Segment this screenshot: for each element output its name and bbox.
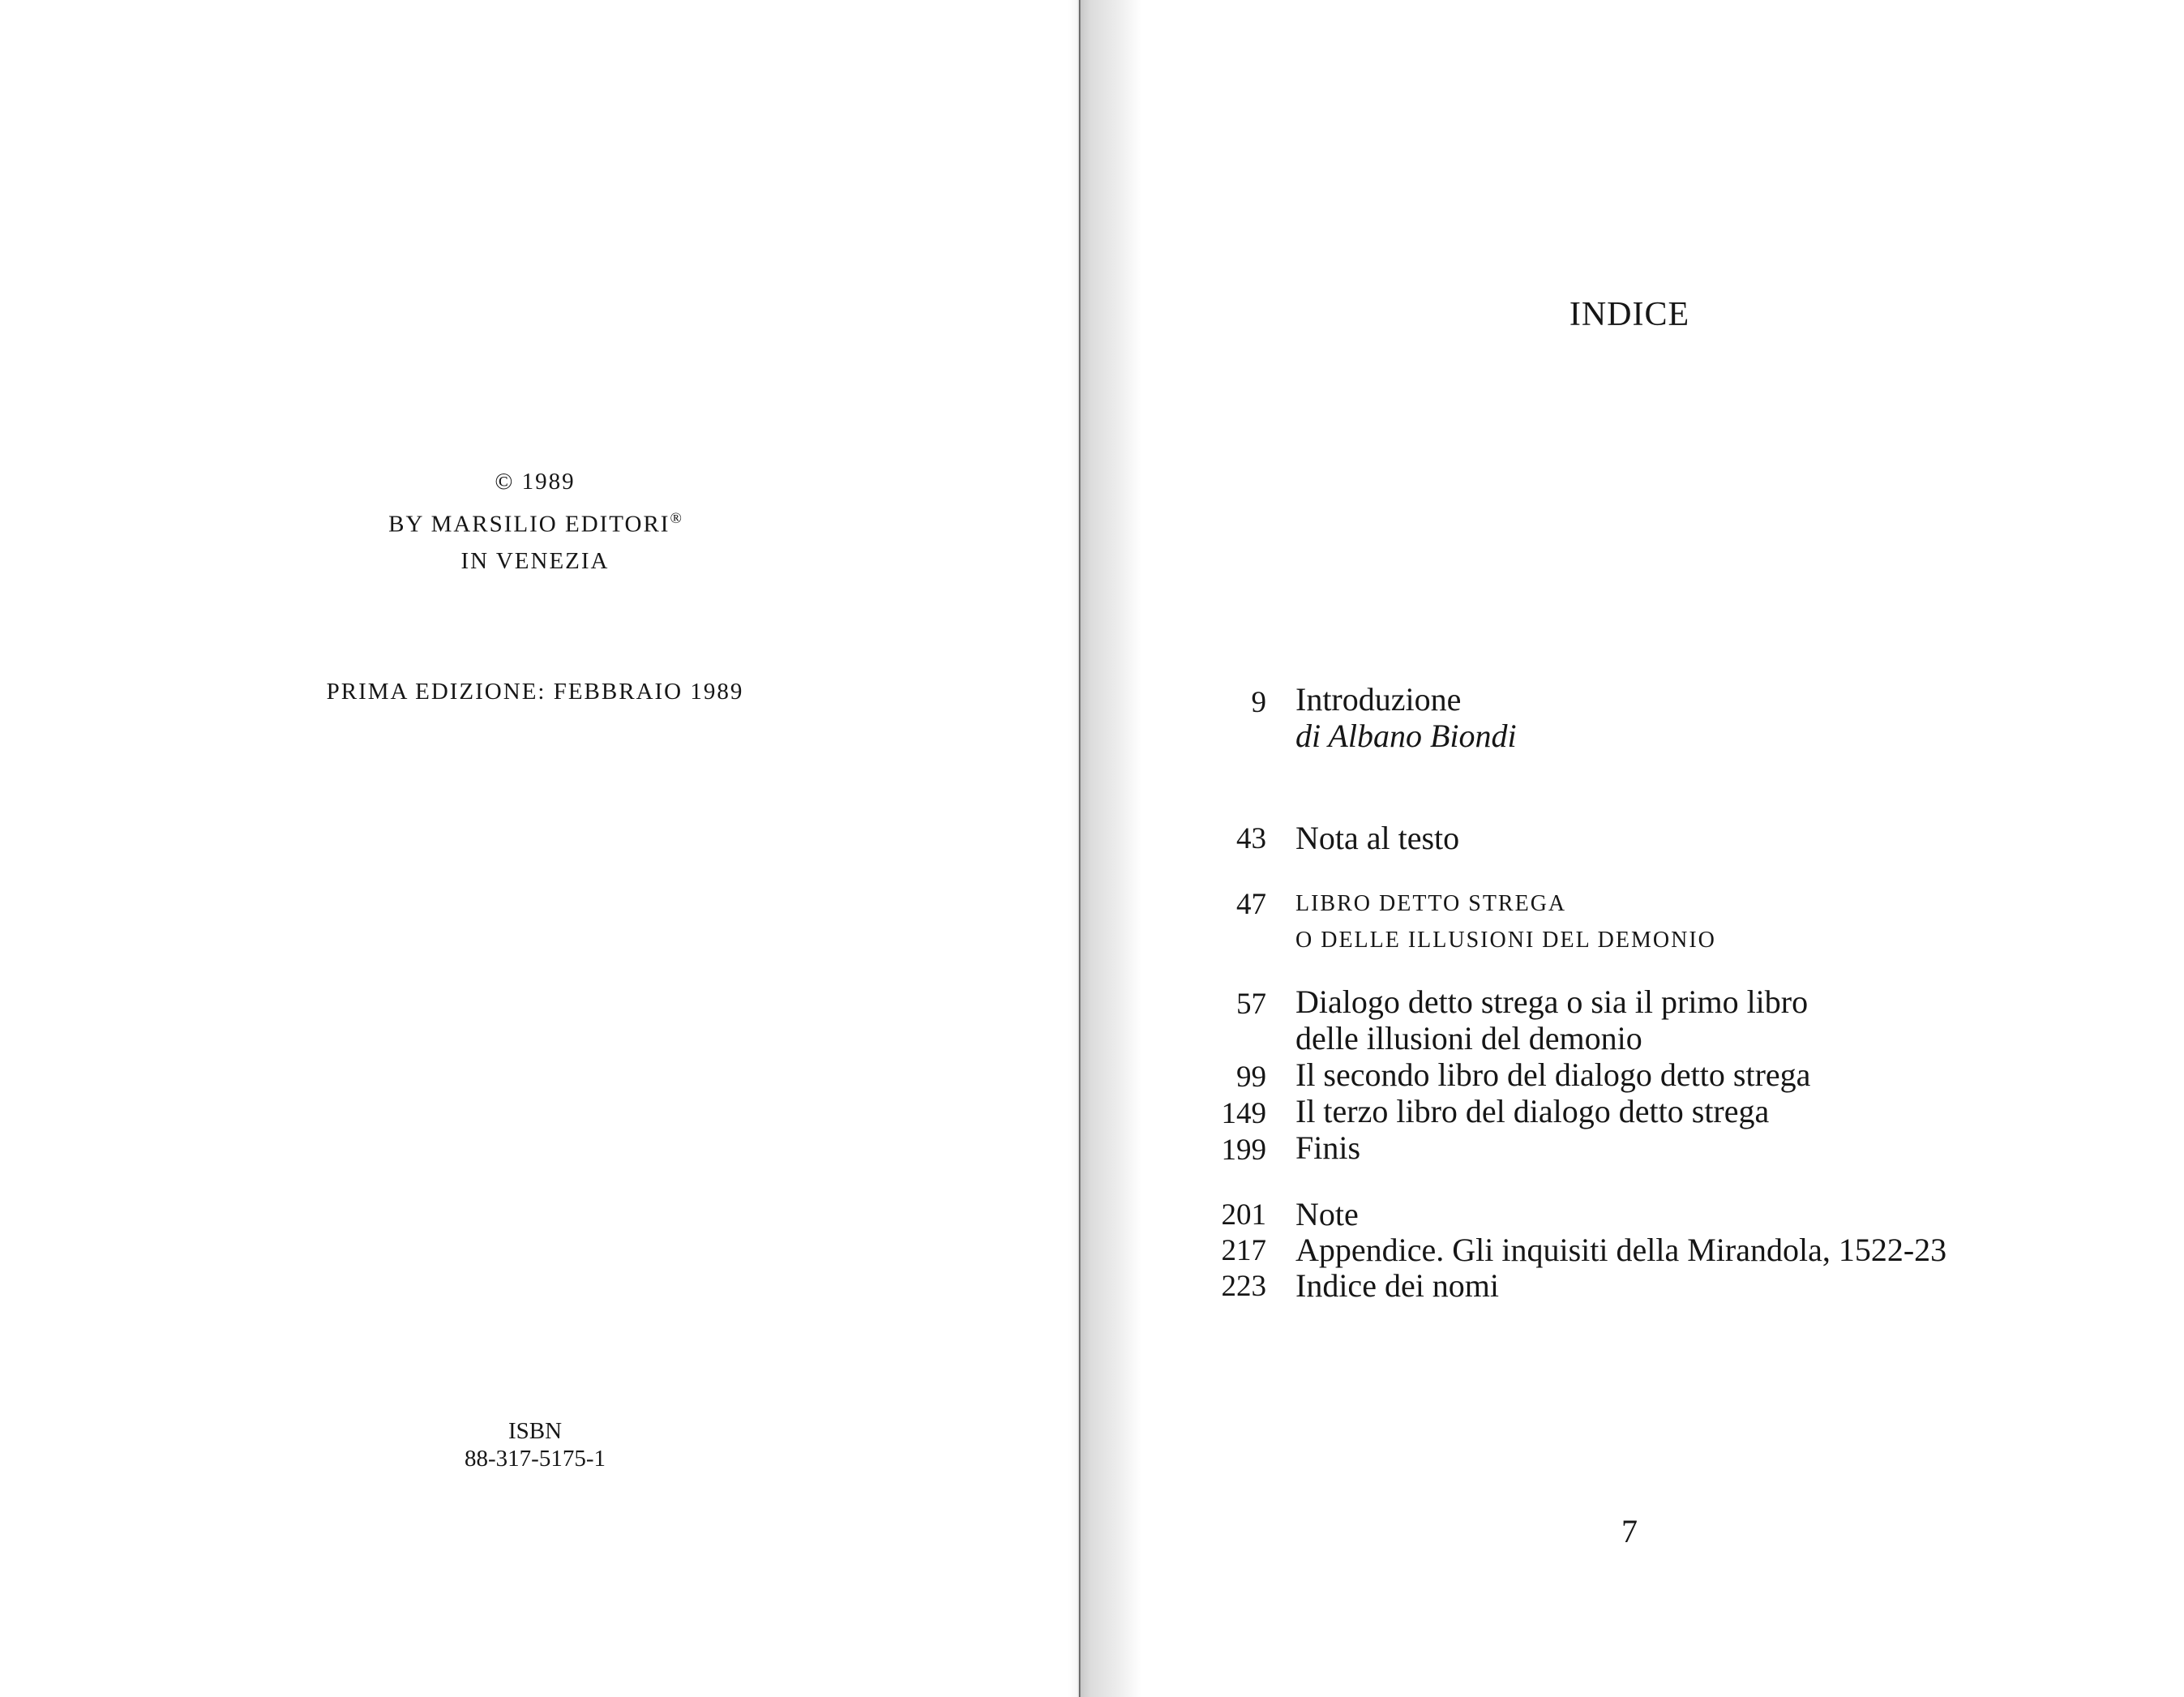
isbn-label: ISBN [507,1418,563,1444]
toc-title: Indice dei nomi [1295,1267,1500,1304]
toc-subtitle: di Albano Biondi [1295,718,1517,754]
toc-title: Il secondo libro del dialogo detto strega [1295,1056,1811,1093]
toc-entry-text [1295,681,2074,754]
publisher-name: BY MARSILIO EDITORI [388,511,670,538]
toc-title: Finis [1295,1129,1361,1166]
left-page [0,0,1078,1697]
toc-title: Dialogo detto strega o sia il primo libro [1295,983,1809,1020]
toc-title: Introduzione [1295,681,1462,718]
toc-title-continued: delle illusioni del demonio [1295,1020,1642,1056]
toc-page-number: 223 [1221,1270,1266,1303]
toc-title: LIBRO DETTO STREGA [1295,891,1567,916]
toc-page-number: 199 [1221,1133,1266,1167]
toc-page-number: 47 [1236,888,1266,921]
toc-page-number: 99 [1236,1061,1266,1094]
edition-line: PRIMA EDIZIONE: FEBBRAIO 1989 [326,679,744,705]
page-number: 7 [1621,1513,1638,1549]
toc-entry-text [1295,983,2074,1056]
toc-title: Il terzo libro del dialogo detto strega [1295,1093,1770,1129]
isbn-block [405,1417,665,1472]
isbn-number: 88-317-5175-1 [465,1446,606,1472]
toc-page-number: 149 [1221,1097,1266,1130]
toc-entry-text [1295,885,2074,958]
toc-subtitle: O DELLE ILLUSIONI DEL DEMONIO [1295,928,1716,953]
toc-title: Nota al testo [1295,820,1460,856]
page-title: INDICE [1569,296,1690,333]
toc-title: Appendice. Gli inquisiti della Mirandola, 1522-23 [1295,1232,1947,1268]
toc-page-number: 201 [1221,1198,1266,1232]
publisher-city: IN VENEZIA [460,547,610,574]
copyright-block [243,464,827,580]
toc-title: Note [1295,1196,1359,1232]
registered-mark: ® [670,510,682,527]
copyright-year: © 1989 [495,469,576,495]
toc-page-number: 9 [1251,686,1266,719]
publisher-line [243,500,827,543]
toc-page-number: 57 [1236,988,1266,1021]
book-gutter [1068,0,1141,1697]
toc-page-number: 43 [1236,822,1266,855]
toc-page-number: 217 [1221,1234,1266,1267]
